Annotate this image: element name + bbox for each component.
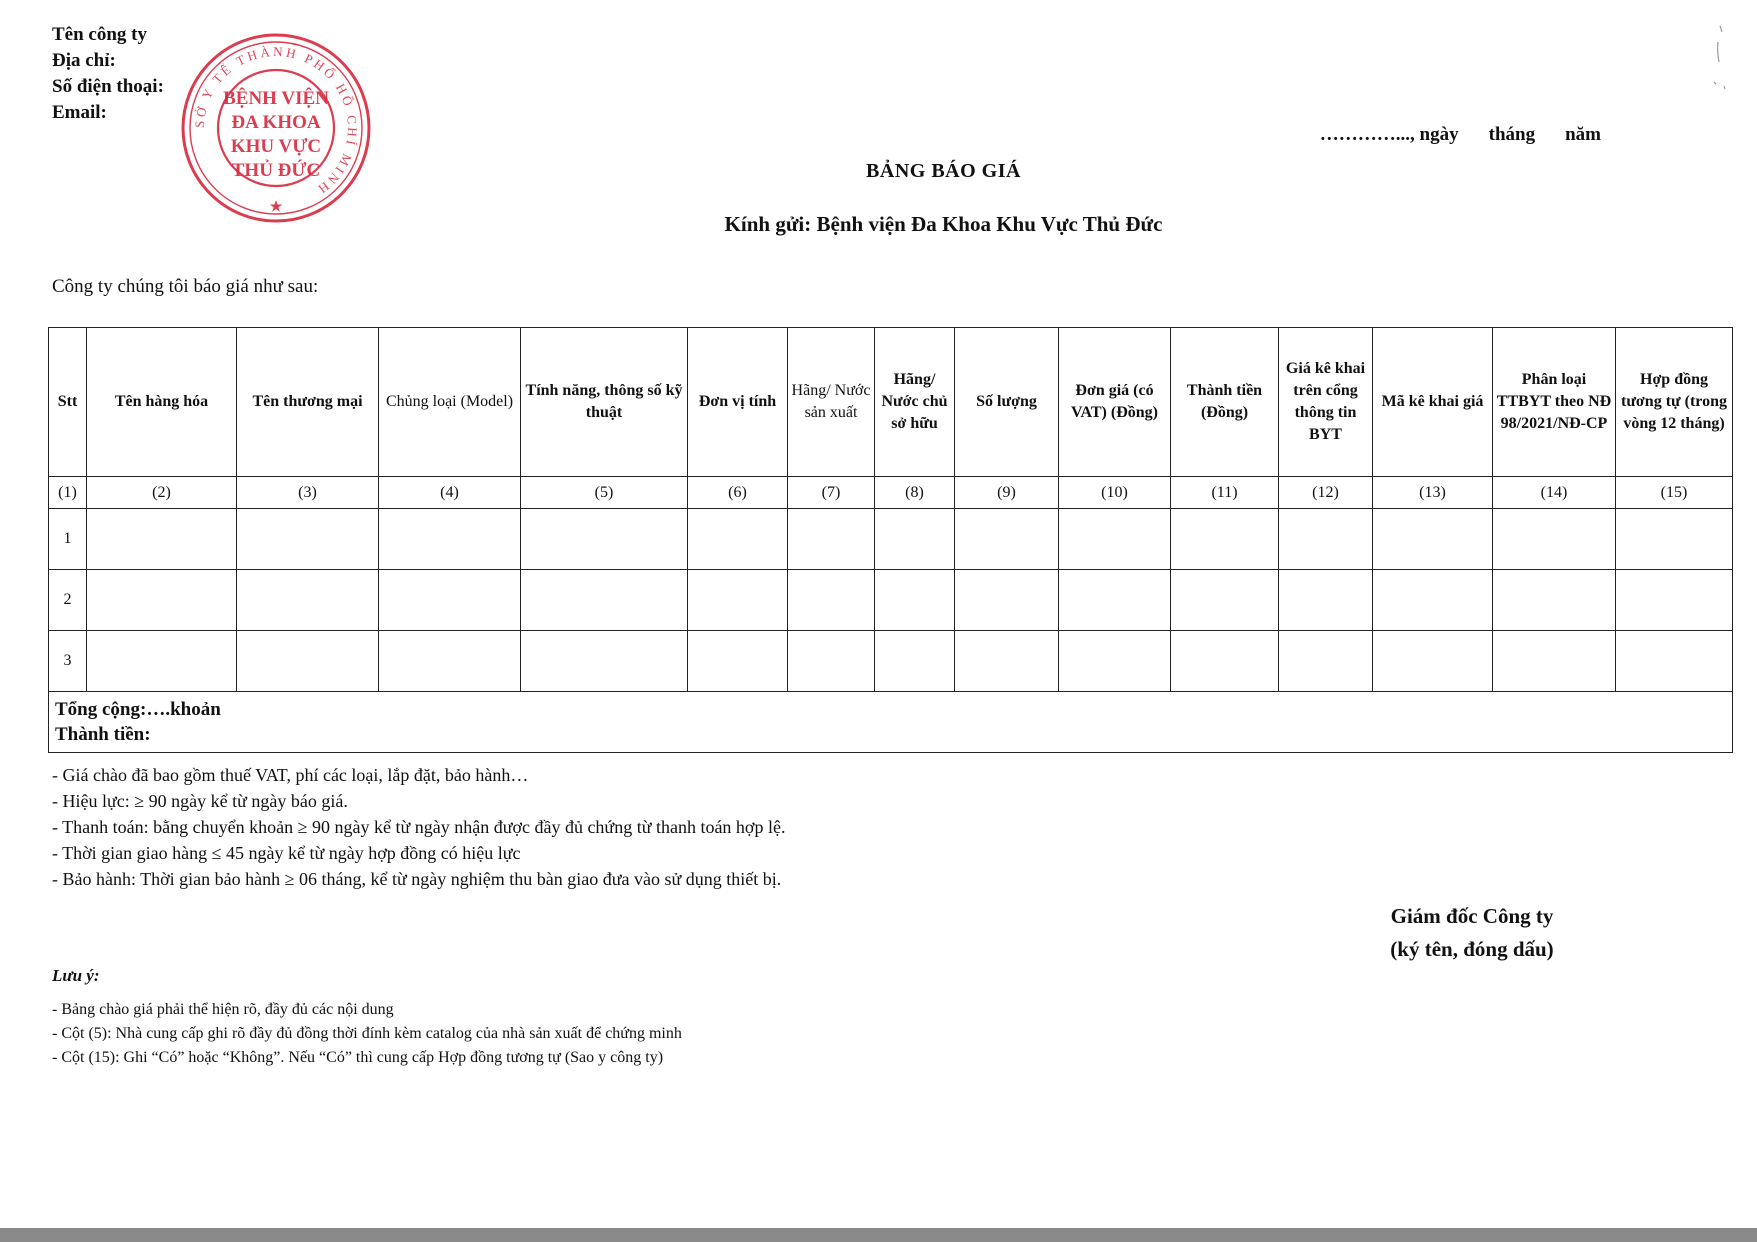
svg-text:ĐA KHOA: ĐA KHOA bbox=[231, 112, 321, 133]
hospital-seal-stamp bbox=[178, 30, 374, 226]
recipient-line: Kính gửi: Bệnh viện Đa Khoa Khu Vực Thủ Đức bbox=[724, 212, 1163, 236]
company-phone-label: Số điện thoại: bbox=[52, 76, 164, 97]
header-cell: Hãng/ Nước sản xuất bbox=[788, 328, 875, 477]
table-cell[interactable] bbox=[237, 570, 379, 631]
table-cell[interactable] bbox=[1373, 570, 1493, 631]
company-email-label: Email: bbox=[52, 102, 107, 123]
document-title: BẢNG BÁO GIÁ bbox=[866, 160, 1021, 182]
company-name-label: Tên công ty bbox=[52, 24, 147, 45]
table-cell[interactable] bbox=[788, 509, 875, 570]
company-address-label: Địa chỉ: bbox=[52, 50, 116, 71]
column-number: (7) bbox=[788, 477, 875, 509]
header-cell: Mã kê khai giá bbox=[1373, 328, 1493, 477]
column-number: (9) bbox=[955, 477, 1059, 509]
table-cell[interactable] bbox=[688, 509, 788, 570]
term-item: - Bảo hành: Thời gian bảo hành ≥ 06 tháng, kể từ ngày nghiệm thu bàn giao đưa vào sử dụng thiết bị. bbox=[52, 869, 782, 889]
column-number: (4) bbox=[379, 477, 521, 509]
table-row bbox=[49, 631, 1733, 692]
table-cell[interactable] bbox=[955, 509, 1059, 570]
intro-text: Công ty chúng tôi báo giá như sau: bbox=[52, 276, 319, 297]
note-item: - Cột (15): Ghi “Có” hoặc “Không”. Nếu “Có” thì cung cấp Hợp đồng tương tự (Sao y công ty) bbox=[52, 1049, 664, 1066]
amount-label: Thành tiền: bbox=[55, 724, 151, 745]
table-cell[interactable] bbox=[1279, 570, 1373, 631]
date-month: tháng bbox=[1488, 124, 1536, 145]
column-number: (10) bbox=[1059, 477, 1171, 509]
column-number: (12) bbox=[1279, 477, 1373, 509]
table-cell[interactable] bbox=[788, 570, 875, 631]
table-footer bbox=[49, 692, 1733, 753]
note-item: - Bảng chào giá phải thể hiện rõ, đầy đủ các nội dung bbox=[52, 1001, 394, 1018]
header-cell: Phân loại TTBYT theo NĐ 98/2021/NĐ-CP bbox=[1493, 328, 1616, 477]
header-cell: Đơn giá (có VAT) (Đồng) bbox=[1059, 328, 1171, 477]
header-cell: Chủng loại (Model) bbox=[379, 328, 521, 477]
table-cell[interactable] bbox=[237, 509, 379, 570]
table-cell[interactable] bbox=[688, 631, 788, 692]
svg-text:KHU VỰC: KHU VỰC bbox=[230, 136, 322, 157]
table-cell[interactable] bbox=[1373, 631, 1493, 692]
row-index: 1 bbox=[49, 509, 87, 570]
svg-text:★: ★ bbox=[269, 200, 283, 215]
note-item: - Cột (5): Nhà cung cấp ghi rõ đầy đủ đồng thời đính kèm catalog của nhà sản xuất để chứng minh bbox=[52, 1025, 682, 1042]
row-index: 2 bbox=[49, 570, 87, 631]
term-item: - Hiệu lực: ≥ 90 ngày kể từ ngày báo giá. bbox=[52, 791, 348, 811]
signer-title: Giám đốc Công ty bbox=[1390, 904, 1554, 928]
table-cell[interactable] bbox=[1279, 631, 1373, 692]
header-cell: Hãng/ Nước chủ sở hữu bbox=[875, 328, 955, 477]
table-cell[interactable] bbox=[1279, 509, 1373, 570]
column-number: (15) bbox=[1616, 477, 1733, 509]
notes-title: Lưu ý: bbox=[52, 966, 100, 985]
term-item: - Giá chào đã bao gồm thuế VAT, phí các loại, lắp đặt, bảo hành… bbox=[52, 765, 529, 785]
svg-text:SỞ Y TẾ THÀNH PHỐ HỒ CHÍ MINH: SỞ Y TẾ THÀNH PHỐ HỒ CHÍ MINH bbox=[191, 43, 361, 199]
table-cell[interactable] bbox=[237, 631, 379, 692]
table-cell[interactable] bbox=[521, 631, 688, 692]
table-cell[interactable] bbox=[1171, 631, 1279, 692]
table-cell[interactable] bbox=[955, 631, 1059, 692]
header-cell: Hợp đồng tương tự (trong vòng 12 tháng) bbox=[1616, 328, 1733, 477]
table-row bbox=[49, 509, 1733, 570]
table-cell[interactable] bbox=[1171, 570, 1279, 631]
column-number: (1) bbox=[49, 477, 87, 509]
row-index: 3 bbox=[49, 631, 87, 692]
table-cell[interactable] bbox=[379, 631, 521, 692]
header-cell: Stt bbox=[49, 328, 87, 477]
table-cell[interactable] bbox=[1059, 509, 1171, 570]
table-cell[interactable] bbox=[788, 631, 875, 692]
document-title-wrap bbox=[0, 160, 1757, 183]
header-cell: Tính năng, thông số kỹ thuật bbox=[521, 328, 688, 477]
recipient-wrap bbox=[0, 212, 1757, 237]
table-header-row bbox=[49, 328, 1733, 477]
column-number: (8) bbox=[875, 477, 955, 509]
header-cell: Giá kê khai trên cổng thông tin BYT bbox=[1279, 328, 1373, 477]
company-info bbox=[52, 22, 164, 126]
signer-instruction: (ký tên, đóng dấu) bbox=[1390, 937, 1554, 961]
column-number: (3) bbox=[237, 477, 379, 509]
table-cell[interactable] bbox=[1493, 570, 1616, 631]
scan-bottom-edge bbox=[0, 1228, 1757, 1242]
table-cell[interactable] bbox=[87, 631, 237, 692]
table-cell[interactable] bbox=[1373, 509, 1493, 570]
table-cell[interactable] bbox=[87, 509, 237, 570]
column-number-row bbox=[49, 477, 1733, 509]
total-label: Tổng cộng:….khoản bbox=[55, 699, 221, 720]
table-cell[interactable] bbox=[1171, 509, 1279, 570]
table-cell[interactable] bbox=[379, 570, 521, 631]
column-number: (13) bbox=[1373, 477, 1493, 509]
table-row bbox=[49, 570, 1733, 631]
table-cell[interactable] bbox=[1616, 509, 1733, 570]
column-number: (11) bbox=[1171, 477, 1279, 509]
table-cell[interactable] bbox=[87, 570, 237, 631]
column-number: (14) bbox=[1493, 477, 1616, 509]
column-number: (5) bbox=[521, 477, 688, 509]
header-cell: Thành tiền (Đồng) bbox=[1171, 328, 1279, 477]
table-cell[interactable] bbox=[1059, 570, 1171, 631]
date-day: …………..., ngày bbox=[1319, 124, 1459, 145]
table-cell[interactable] bbox=[1616, 570, 1733, 631]
header-cell: Đơn vị tính bbox=[688, 328, 788, 477]
table-cell[interactable] bbox=[875, 509, 955, 570]
scan-marks bbox=[1700, 22, 1730, 102]
seal-graphic bbox=[178, 30, 374, 226]
header-cell: Số lượng bbox=[955, 328, 1059, 477]
table-cell[interactable] bbox=[521, 509, 688, 570]
table-cell[interactable] bbox=[1059, 631, 1171, 692]
table-cell[interactable] bbox=[955, 570, 1059, 631]
column-number: (6) bbox=[688, 477, 788, 509]
table-cell[interactable] bbox=[875, 631, 955, 692]
term-item: - Thanh toán: bằng chuyển khoản ≥ 90 ngày kể từ ngày nhận được đầy đủ chứng từ thanh toán hợp lệ. bbox=[52, 817, 786, 837]
terms-list bbox=[52, 762, 785, 892]
header-cell: Tên thương mại bbox=[237, 328, 379, 477]
table-cell[interactable] bbox=[379, 509, 521, 570]
signature-block bbox=[1352, 900, 1592, 966]
svg-text:THỦ ĐỨC: THỦ ĐỨC bbox=[231, 160, 321, 181]
table-cell[interactable] bbox=[1493, 509, 1616, 570]
header-cell: Tên hàng hóa bbox=[87, 328, 237, 477]
date-line bbox=[1320, 124, 1601, 146]
table-cell[interactable] bbox=[688, 570, 788, 631]
date-year: năm bbox=[1565, 124, 1601, 145]
table-cell[interactable] bbox=[875, 570, 955, 631]
notes-list bbox=[52, 998, 682, 1070]
table-cell[interactable] bbox=[1616, 631, 1733, 692]
table-cell[interactable] bbox=[1493, 631, 1616, 692]
quote-table bbox=[48, 327, 1733, 753]
table-footer-row bbox=[49, 692, 1733, 753]
svg-text:BỆNH VIỆN: BỆNH VIỆN bbox=[223, 88, 329, 109]
column-number: (2) bbox=[87, 477, 237, 509]
term-item: - Thời gian giao hàng ≤ 45 ngày kể từ ngày hợp đồng có hiệu lực bbox=[52, 843, 521, 863]
table-cell[interactable] bbox=[521, 570, 688, 631]
